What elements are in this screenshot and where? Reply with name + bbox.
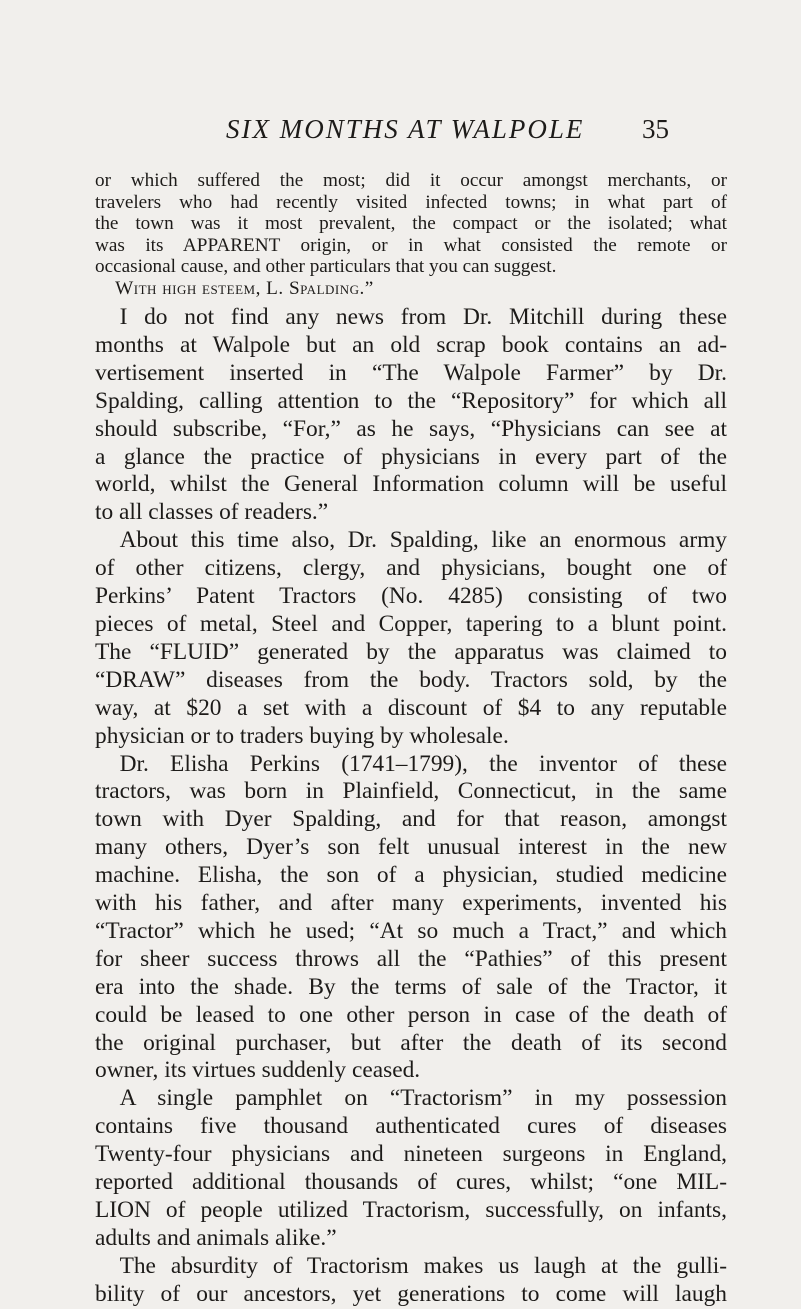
text-line: many others, Dyer’s son felt unusual interest in the new: [95, 834, 727, 861]
text-line: reported additional thousands of cures, whilst; “one MIL-: [95, 1169, 727, 1196]
text-line: vertisement inserted in “The Walpole Farmer” by Dr.: [95, 359, 727, 386]
text-line: physician or to traders buying by wholesale.: [95, 722, 509, 749]
body-text: [95, 304, 727, 1309]
text-line: for sheer success throws all the “Pathies” of this present: [95, 945, 727, 972]
text-line: should subscribe, “For,” as he says, “Physicians can see at: [95, 415, 727, 442]
letter-signature-line: With high esteem, L. Spalding.”: [115, 277, 374, 299]
text-line: contains five thousand authenticated cures of diseases: [95, 1113, 727, 1140]
text-line: Dr. Elisha Perkins (1741–1799), the inventor of these: [119, 750, 727, 777]
text-line: era into the shade. By the terms of sale of the Tractor, it: [95, 973, 727, 1000]
text-line: adults and animals alike.”: [95, 1224, 337, 1251]
text-line: The absurdity of Tractorism makes us laugh at the gulli-: [119, 1252, 727, 1279]
letter-line: or which suffered the most; did it occur amongst merchants, or: [95, 170, 727, 191]
text-line: way, at $20 a set with a discount of $4 to any reputable: [95, 694, 727, 721]
letter-line: was its APPARENT origin, or in what consisted the remote or: [95, 234, 727, 256]
letter-line: the town was it most prevalent, the compact or the isolated; what: [95, 213, 727, 235]
text-line: Twenty-four physicians and nineteen surgeons in England,: [95, 1141, 727, 1168]
text-line: tractors, was born in Plainfield, Connecticut, in the same: [95, 778, 727, 805]
text-line: owner, its virtues suddenly ceased.: [95, 1057, 421, 1084]
text-line: town with Dyer Spalding, and for that reason, amongst: [95, 806, 727, 833]
text-line: Spalding, calling attention to the “Repository” for which all: [95, 387, 727, 414]
text-line: a glance the practice of physicians in every part of the: [95, 443, 727, 470]
text-line: machine. Elisha, the son of a physician, studied medicine: [95, 862, 727, 889]
text-line: I do not find any news from Dr. Mitchill during these: [119, 304, 727, 330]
text-line: “DRAW” diseases from the body. Tractors sold, by the: [95, 666, 727, 693]
text-line: the original purchaser, but after the death of its second: [95, 1029, 727, 1056]
text-line: to all classes of readers.”: [95, 499, 329, 526]
text-line: with his father, and after many experiments, invented his: [95, 890, 727, 917]
text-line: “Tractor” which he used; “At so much a Tract,” and which: [95, 917, 727, 944]
text-line: LION of people utilized Tractorism, successfully, on infants,: [95, 1197, 727, 1223]
text-line: Perkins’ Patent Tractors (No. 4285) consisting of two: [95, 583, 727, 610]
text-line: bility of our ancestors, yet generations to come will laugh: [95, 1280, 727, 1307]
letter-line: travelers who had recently visited infected towns; in what part of: [95, 191, 727, 213]
text-line: pieces of metal, Steel and Copper, tapering to a blunt point.: [95, 610, 727, 637]
text-line: of other citizens, clergy, and physicians, bought one of: [95, 555, 727, 582]
page-number: 35: [642, 114, 669, 144]
text-line: months at Walpole but an old scrap book contains an ad-: [95, 331, 727, 358]
text-line: The “FLUID” generated by the apparatus was claimed to: [95, 638, 727, 665]
text-line: could be leased to one other person in case of the death of: [95, 1001, 727, 1028]
text-line: About this time also, Dr. Spalding, like an enormous army: [119, 527, 727, 554]
letter-excerpt: [95, 170, 727, 300]
letter-line: occasional cause, and other particulars that you can suggest.: [95, 256, 557, 278]
running-title: SIX MONTHS AT WALPOLE: [226, 114, 585, 144]
text-line: world, whilst the General Information column will be useful: [95, 471, 727, 498]
text-line: A single pamphlet on “Tractorism” in my possession: [119, 1085, 727, 1112]
